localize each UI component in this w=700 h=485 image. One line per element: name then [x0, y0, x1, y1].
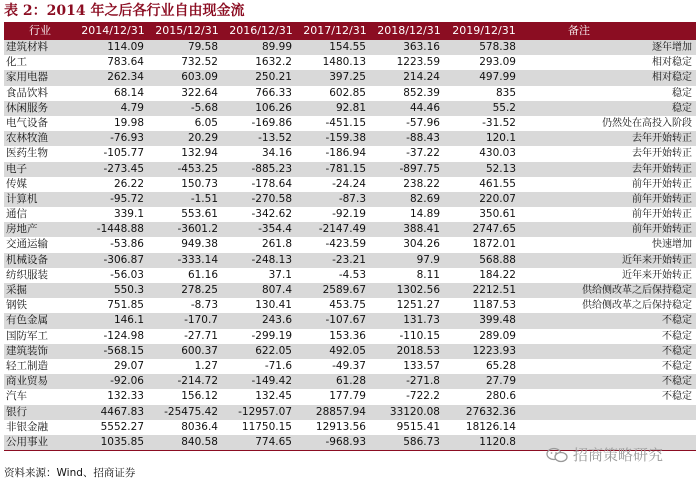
cell-note: 不稳定	[662, 330, 692, 342]
cell-2016: 130.41	[255, 299, 292, 312]
table-row	[4, 86, 696, 101]
cell-2016: -248.13	[251, 253, 292, 266]
cell-2019: 120.1	[485, 132, 516, 145]
cell-2019: 280.6	[485, 390, 516, 403]
cell-2017: 153.36	[329, 329, 366, 342]
cell-2018: -271.8	[406, 375, 440, 388]
cell-2014: 68.14	[113, 86, 144, 99]
cell-note: 近年来开始转正	[622, 254, 692, 266]
cell-industry: 钢铁	[6, 299, 27, 312]
cell-2019: -31.52	[482, 116, 516, 129]
cell-2017: -49.37	[332, 359, 366, 372]
cell-2017: -451.15	[325, 116, 366, 129]
cell-2017: 92.81	[335, 101, 366, 114]
cell-2018: 238.22	[403, 177, 440, 190]
cell-2019: 65.28	[485, 359, 516, 372]
cell-2017: -87.3	[338, 192, 366, 205]
cell-note: 稳定	[672, 87, 692, 99]
cell-2015: -27.71	[184, 329, 218, 342]
cell-2016: 132.45	[255, 390, 292, 403]
cell-2015: -333.14	[177, 253, 218, 266]
cell-2017: -23.21	[332, 253, 366, 266]
cell-2018: 214.24	[403, 71, 440, 84]
cell-2019: 1872.01	[472, 238, 516, 251]
cell-2017: 28857.94	[315, 405, 366, 418]
cell-2015: -5.68	[190, 101, 218, 114]
cell-2018: -722.2	[406, 390, 440, 403]
cell-note: 去年开始转正	[632, 163, 692, 175]
header-2017: 2017/12/31	[303, 24, 367, 37]
cell-note: 逐年增加	[652, 42, 692, 53]
table-row	[4, 237, 696, 252]
cell-note: 不稳定	[662, 315, 692, 327]
cell-2016: 807.4	[261, 284, 292, 296]
table-row	[4, 329, 696, 344]
header-industry: 行业	[29, 24, 51, 37]
cell-2016: -299.19	[251, 329, 292, 342]
cell-2014: -95.72	[110, 192, 144, 205]
header-2019: 2019/12/31	[452, 24, 516, 37]
cell-2015: 132.94	[181, 147, 218, 160]
cell-2019: 461.55	[479, 177, 516, 190]
cell-2017: 61.28	[335, 375, 366, 388]
cell-2014: 132.33	[107, 390, 144, 403]
cell-2016: 1632.2	[255, 56, 292, 69]
cell-industry: 采掘	[6, 284, 27, 296]
table-row	[4, 131, 696, 146]
cell-note: 供给侧改革之后保持稳定	[582, 285, 692, 296]
cell-note: 不稳定	[662, 345, 692, 357]
cell-2017: -968.93	[325, 435, 366, 448]
cell-2016: -149.42	[251, 375, 292, 388]
table-row	[4, 420, 696, 435]
cell-industry: 电子	[6, 162, 27, 175]
cell-2019: 289.09	[479, 329, 516, 342]
cell-2016: -169.86	[251, 116, 292, 129]
cell-2015: 600.37	[181, 344, 218, 357]
cell-2015: -1.51	[190, 192, 218, 205]
cell-2016: -12957.07	[238, 405, 292, 418]
cell-2016: 89.99	[261, 41, 292, 53]
cell-2014: 19.98	[113, 116, 144, 129]
cell-2019: 52.13	[485, 162, 516, 175]
cell-2019: 350.61	[479, 208, 516, 221]
cell-industry: 家用电器	[6, 71, 48, 84]
table-row	[4, 101, 696, 116]
cell-2015: 1.27	[194, 359, 218, 372]
cell-note: 快速增加	[652, 239, 692, 251]
cell-2014: 339.1	[113, 208, 144, 221]
cell-2018: 97.9	[416, 253, 440, 266]
header-2016: 2016/12/31	[229, 24, 293, 37]
cell-2019: 1120.8	[479, 435, 516, 448]
cell-2016: -13.52	[258, 132, 292, 145]
cell-2019: 568.88	[479, 253, 516, 266]
cell-2019: 430.03	[479, 147, 516, 160]
cell-industry: 纺织服装	[6, 268, 48, 281]
cell-2015: 79.58	[187, 41, 218, 53]
cell-2014: -273.45	[103, 162, 144, 175]
cell-industry: 通信	[6, 208, 27, 221]
cell-2017: -159.38	[325, 132, 366, 145]
cell-2019: 399.48	[479, 314, 516, 327]
cell-2016: 261.8	[261, 238, 292, 251]
table-header	[4, 22, 696, 40]
cell-2015: 61.16	[187, 268, 218, 281]
cell-2016: 34.16	[261, 147, 292, 160]
cell-2019: 55.2	[492, 101, 516, 114]
cell-2018: 2018.53	[396, 344, 440, 357]
cell-2014: 146.1	[113, 314, 144, 327]
cell-2019: 18126.14	[465, 420, 516, 433]
cell-2017: 602.85	[329, 86, 366, 99]
cell-2018: -110.15	[399, 329, 440, 342]
cell-2015: -25475.42	[164, 405, 218, 418]
cell-2017: 453.75	[329, 299, 366, 312]
cell-2014: 26.22	[113, 177, 144, 190]
cell-2014: 550.3	[113, 284, 144, 296]
cell-2019: 220.07	[479, 192, 516, 205]
cell-2016: 766.33	[255, 86, 292, 99]
watermark-text: 招商策略研究	[573, 446, 664, 464]
watermark	[546, 444, 663, 465]
table-row	[4, 192, 696, 207]
cell-2015: 278.25	[181, 284, 218, 296]
cell-2018: 1223.59	[396, 56, 440, 69]
cell-2015: 603.09	[181, 71, 218, 84]
cell-note: 相对稳定	[652, 57, 692, 69]
cell-2017: 397.25	[329, 71, 366, 84]
cell-note: 稳定	[672, 102, 692, 114]
cell-industry: 房地产	[6, 223, 38, 236]
cell-2019: 1223.93	[472, 344, 516, 357]
cell-2015: -3601.2	[177, 223, 218, 236]
cell-industry: 有色金属	[6, 314, 48, 327]
cell-2017: 154.55	[329, 41, 366, 53]
table-row	[4, 146, 696, 161]
cell-industry: 化工	[6, 56, 27, 69]
cell-2018: -88.43	[406, 132, 440, 145]
cell-2017: -4.53	[338, 268, 366, 281]
cell-industry: 食品饮料	[6, 86, 48, 99]
cell-2014: -124.98	[103, 329, 144, 342]
cell-2015: 6.05	[194, 116, 218, 129]
cell-2017: 492.05	[329, 344, 366, 357]
cell-2019: 27.79	[485, 375, 516, 388]
cell-note: 去年开始转正	[632, 133, 692, 145]
cell-note: 去年开始转正	[632, 148, 692, 160]
cell-2016: 106.26	[255, 101, 292, 114]
source-note: 资料来源：Wind、招商证券	[4, 467, 136, 479]
cell-industry: 公用事业	[6, 435, 48, 448]
cell-2016: -270.58	[251, 192, 292, 205]
cell-2018: 33120.08	[389, 405, 440, 418]
cell-2014: -92.06	[110, 375, 144, 388]
header-2015: 2015/12/31	[155, 24, 219, 37]
cell-2016: -71.6	[264, 359, 292, 372]
cell-2014: 1035.85	[100, 435, 144, 448]
cell-2016: 37.1	[268, 268, 292, 281]
cell-2017: 12913.56	[315, 420, 366, 433]
header-note: 备注	[568, 24, 590, 37]
cell-2015: -453.25	[177, 162, 218, 175]
cell-industry: 非银金融	[6, 420, 48, 433]
cell-industry: 商业贸易	[6, 375, 48, 388]
table-body	[4, 40, 696, 450]
table-row	[4, 116, 696, 131]
cell-2017: -186.94	[325, 147, 366, 160]
cell-2018: 133.57	[403, 359, 440, 372]
cell-2016: 243.6	[261, 314, 292, 327]
cell-2017: 1480.13	[322, 56, 366, 69]
cell-note: 相对稳定	[652, 72, 692, 84]
cell-2015: 553.61	[181, 208, 218, 221]
cell-2018: 1251.27	[396, 299, 440, 312]
cell-2014: -53.86	[110, 238, 144, 251]
cell-2017: 177.79	[329, 390, 366, 403]
cell-industry: 交通运输	[6, 238, 48, 251]
table-row	[4, 405, 696, 420]
cell-industry: 医药生物	[6, 147, 48, 160]
table-row	[4, 389, 696, 404]
cell-industry: 休闲服务	[6, 101, 48, 114]
cell-2018: 1302.56	[396, 284, 440, 296]
cell-2014: 262.34	[107, 71, 144, 84]
cell-industry: 建筑材料	[6, 41, 48, 53]
cell-industry: 传媒	[6, 177, 27, 190]
table-row	[4, 162, 696, 177]
cell-2014: 751.85	[107, 299, 144, 312]
cell-2019: 27632.36	[465, 405, 516, 418]
cell-2014: 783.64	[107, 56, 144, 69]
cell-2019: 497.99	[479, 71, 516, 84]
table-row	[4, 253, 696, 268]
cell-2016: 11750.15	[241, 420, 292, 433]
cell-2015: -214.72	[177, 375, 218, 388]
cell-2015: -8.73	[190, 299, 218, 312]
table-row	[4, 283, 696, 298]
table-row	[4, 40, 696, 55]
cell-2017: -781.15	[325, 162, 366, 175]
cell-2016: -885.23	[251, 162, 292, 175]
table-row	[4, 207, 696, 222]
cell-industry: 银行	[6, 405, 27, 418]
cell-2019: 184.22	[479, 268, 516, 281]
cell-2015: -170.7	[184, 314, 218, 327]
table-row	[4, 70, 696, 85]
cell-2019: 2747.65	[472, 223, 516, 236]
header-2018: 2018/12/31	[377, 24, 441, 37]
cell-2015: 156.12	[181, 390, 218, 403]
cell-2015: 150.73	[181, 177, 218, 190]
cell-2015: 840.58	[181, 435, 218, 448]
cell-2016: 250.21	[255, 71, 292, 84]
cell-2019: 835	[495, 86, 516, 99]
cell-note: 不稳定	[662, 376, 692, 388]
wechat-icon	[546, 447, 568, 463]
table-row	[4, 374, 696, 389]
cell-note: 近年来开始转正	[622, 269, 692, 281]
cell-2016: 774.65	[255, 435, 292, 448]
cell-industry: 农林牧渔	[6, 132, 48, 145]
table-row	[4, 222, 696, 237]
cell-2017: -24.24	[332, 177, 366, 190]
cell-note: 前年开始转正	[632, 209, 692, 221]
cell-industry: 轻工制造	[6, 359, 48, 372]
cell-note: 前年开始转正	[632, 224, 692, 236]
cell-2019: 578.38	[479, 41, 516, 53]
cell-industry: 汽车	[6, 390, 27, 403]
cell-2018: 852.39	[403, 86, 440, 99]
cell-2014: -76.93	[110, 132, 144, 145]
table-row	[4, 313, 696, 328]
cell-2018: 44.46	[409, 101, 440, 114]
cell-2014: 29.07	[113, 359, 144, 372]
cell-2019: 293.09	[479, 56, 516, 69]
cell-2018: 8.11	[416, 268, 440, 281]
cell-industry: 机械设备	[6, 253, 48, 266]
table-row	[4, 344, 696, 359]
cell-2018: 9515.41	[396, 420, 440, 433]
cell-2014: 4467.83	[100, 405, 144, 418]
table-row	[4, 298, 696, 313]
cell-note: 仍然处在高投入阶段	[602, 117, 692, 129]
table-row	[4, 268, 696, 283]
cell-2014: -56.03	[110, 268, 144, 281]
cell-note	[522, 405, 696, 420]
cash-flow-table	[4, 22, 696, 451]
cell-note: 前年开始转正	[632, 178, 692, 190]
cell-2014: -306.87	[103, 253, 144, 266]
cell-2018: 131.73	[403, 314, 440, 327]
cell-note: 前年开始转正	[632, 193, 692, 205]
cell-industry: 国防军工	[6, 329, 48, 342]
cell-2014: 5552.27	[100, 420, 144, 433]
cell-2016: -342.62	[251, 208, 292, 221]
cell-2015: 949.38	[181, 238, 218, 251]
cell-2017: -92.19	[332, 208, 366, 221]
cell-note: 不稳定	[662, 391, 692, 403]
cell-2016: -178.64	[251, 177, 292, 190]
header-2014: 2014/12/31	[81, 24, 145, 37]
cell-2018: 14.89	[409, 208, 440, 221]
cell-2018: 586.73	[403, 435, 440, 448]
cell-2014: -568.15	[103, 344, 144, 357]
cell-industry: 电气设备	[6, 116, 48, 129]
table-row	[4, 177, 696, 192]
cell-2018: -897.75	[399, 162, 440, 175]
cell-2015: 322.64	[181, 86, 218, 99]
cell-2017: -423.59	[325, 238, 366, 251]
cell-2017: 2589.67	[322, 284, 366, 296]
cell-2014: -105.77	[103, 147, 144, 160]
cell-2016: 622.05	[255, 344, 292, 357]
cell-2018: 388.41	[403, 223, 440, 236]
cell-note: 不稳定	[662, 360, 692, 372]
cell-2017: -2147.49	[318, 223, 366, 236]
cell-2018: 304.26	[403, 238, 440, 251]
cell-2019: 1187.53	[472, 299, 516, 312]
cell-2015: 732.52	[181, 56, 218, 69]
cell-2016: -354.4	[258, 223, 292, 236]
cell-2017: -107.67	[325, 314, 366, 327]
cell-2015: 8036.4	[181, 420, 218, 433]
table-title: 表 2：2014 年之后各行业自由现金流	[4, 3, 245, 19]
cell-2018: 363.16	[403, 41, 440, 53]
cell-2018: -57.96	[406, 116, 440, 129]
cell-2015: 20.29	[187, 132, 218, 145]
cell-note	[522, 420, 696, 435]
cell-2014: 4.79	[120, 101, 144, 114]
cell-2018: 82.69	[409, 192, 440, 205]
cell-2014: 114.09	[107, 41, 144, 53]
cell-2019: 2212.51	[472, 284, 516, 296]
cell-2018: -37.22	[406, 147, 440, 160]
cell-industry: 建筑装饰	[6, 344, 48, 357]
cell-industry: 计算机	[6, 192, 38, 205]
table-row	[4, 359, 696, 374]
table-row	[4, 55, 696, 70]
cell-2014: -1448.88	[96, 223, 144, 236]
cell-note: 供给侧改革之后保持稳定	[582, 300, 692, 312]
